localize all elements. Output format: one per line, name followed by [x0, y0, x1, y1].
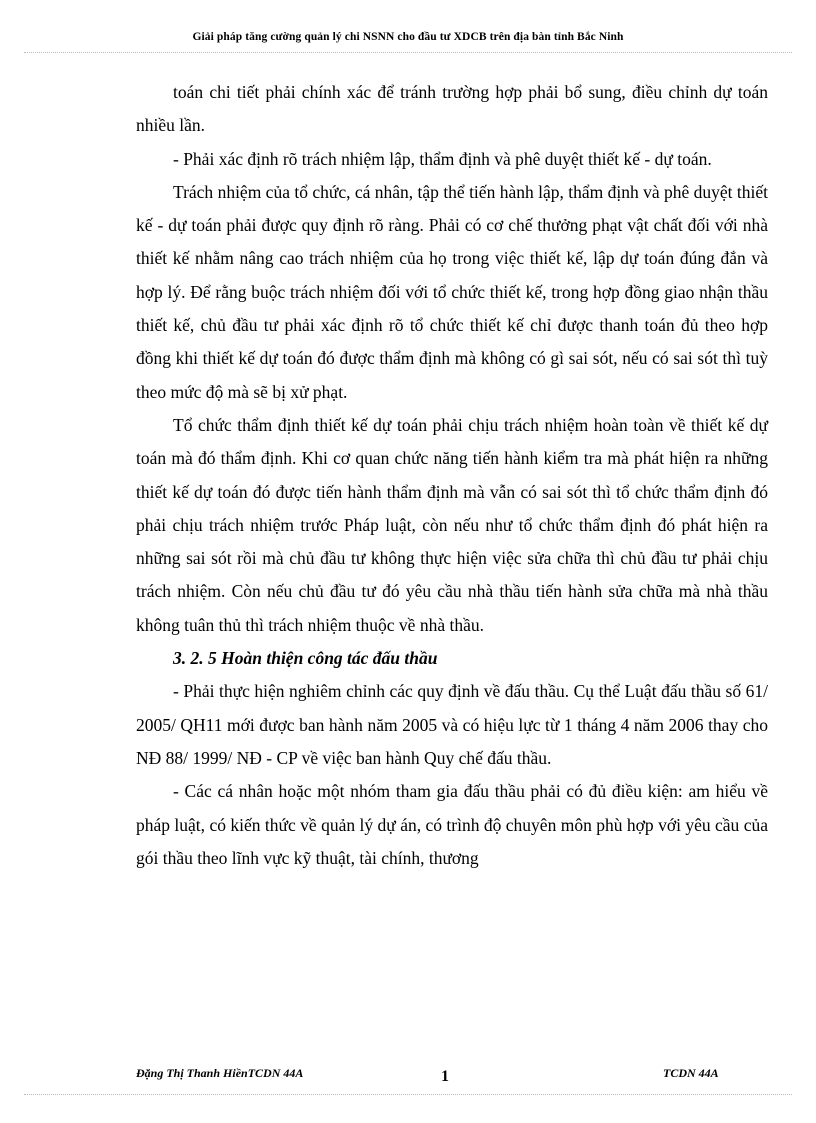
document-body [136, 76, 768, 875]
paragraph-bidder-conditions: - Các cá nhân hoặc một nhóm tham gia đấu thầu phải có đủ điều kiện: am hiểu về pháp luật, có kiến thức về quản lý dự án, có trình độ chuyên môn phù hợp với yêu cầu của gói thầu theo lĩnh vực kỹ thuật, tài chính, thương [136, 781, 768, 868]
paragraph-continuation: toán chi tiết phải chính xác để tránh trường hợp phải bổ sung, điều chỉnh dự toán nhiều lần. [136, 82, 768, 136]
page-number: 1 [441, 1068, 449, 1085]
paragraph-responsibility-item: - Phải xác định rõ trách nhiệm lập, thẩm định và phê duyệt thiết kế - dự toán. [173, 148, 712, 169]
running-header: Giải pháp tăng cường quản lý chi NSNN cho đầu tư XDCB trên địa bàn tỉnh Bắc Ninh [192, 31, 624, 43]
section-heading: 3. 2. 5 Hoàn thiện công tác đấu thầu [173, 648, 438, 669]
footer-author: Đặng Thị Thanh HiềnTCDN 44A [136, 1066, 304, 1080]
paragraph-designer-responsibility: Trách nhiệm của tổ chức, cá nhân, tập thể tiến hành lập, thẩm định và phê duyệt thiết kế - dự toán phải được quy định rõ ràng. Phải có cơ chế thưởng phạt vật chất đối với nhà thiết kế nhằm nâng cao trách nhiệm của họ trong việc thiết kế, lập dự toán đúng đắn và hợp lý. Để rằng buộc trách nhiệm đối với tổ chức thiết kế, trong hợp đồng giao nhận thầu thiết kế, chủ đầu tư phải xác định rõ tổ chức thiết kế chỉ được thanh toán đủ theo hợp đồng khi thiết kế dự toán đó được thẩm định mà không có gì sai sót, nếu có sai sót thì tuỳ theo mức độ mà sẽ bị xử phạt. [136, 181, 768, 402]
paragraph-appraisal-responsibility: Tổ chức thẩm định thiết kế dự toán phải chịu trách nhiệm hoàn toàn về thiết kế dự toán mà đó thẩm định. Khi cơ quan chức năng tiến hành kiểm tra mà phát hiện ra những thiết kế dự toán đó được tiến hành thẩm định mà vẫn có sai sót thì tổ chức thẩm định đó phải chịu trách nhiệm trước Pháp luật, còn nếu như tổ chức thẩm định đó phát hiện ra những sai sót rồi mà chủ đầu tư không thực hiện việc sửa chữa thì chủ đầu tư phải chịu trách nhiệm. Còn nếu chủ đầu tư đó yêu cầu nhà thầu tiến hành sửa chữa mà nhà thầu không tuân thủ thì trách nhiệm thuộc về nhà thầu. [136, 414, 768, 635]
header-divider [24, 52, 792, 53]
footer-divider [24, 1094, 792, 1095]
footer-class-code: TCDN 44A [663, 1066, 719, 1080]
paragraph-bidding-law: - Phải thực hiện nghiêm chỉnh các quy định về đấu thầu. Cụ thể Luật đấu thầu số 61/ 2005/ QH11 mới được ban hành năm 2005 và có hiệu lực từ 1 tháng 4 năm 2006 thay cho NĐ 88/ 1999/ NĐ - CP về việc ban hành Quy chế đấu thầu. [136, 681, 768, 768]
